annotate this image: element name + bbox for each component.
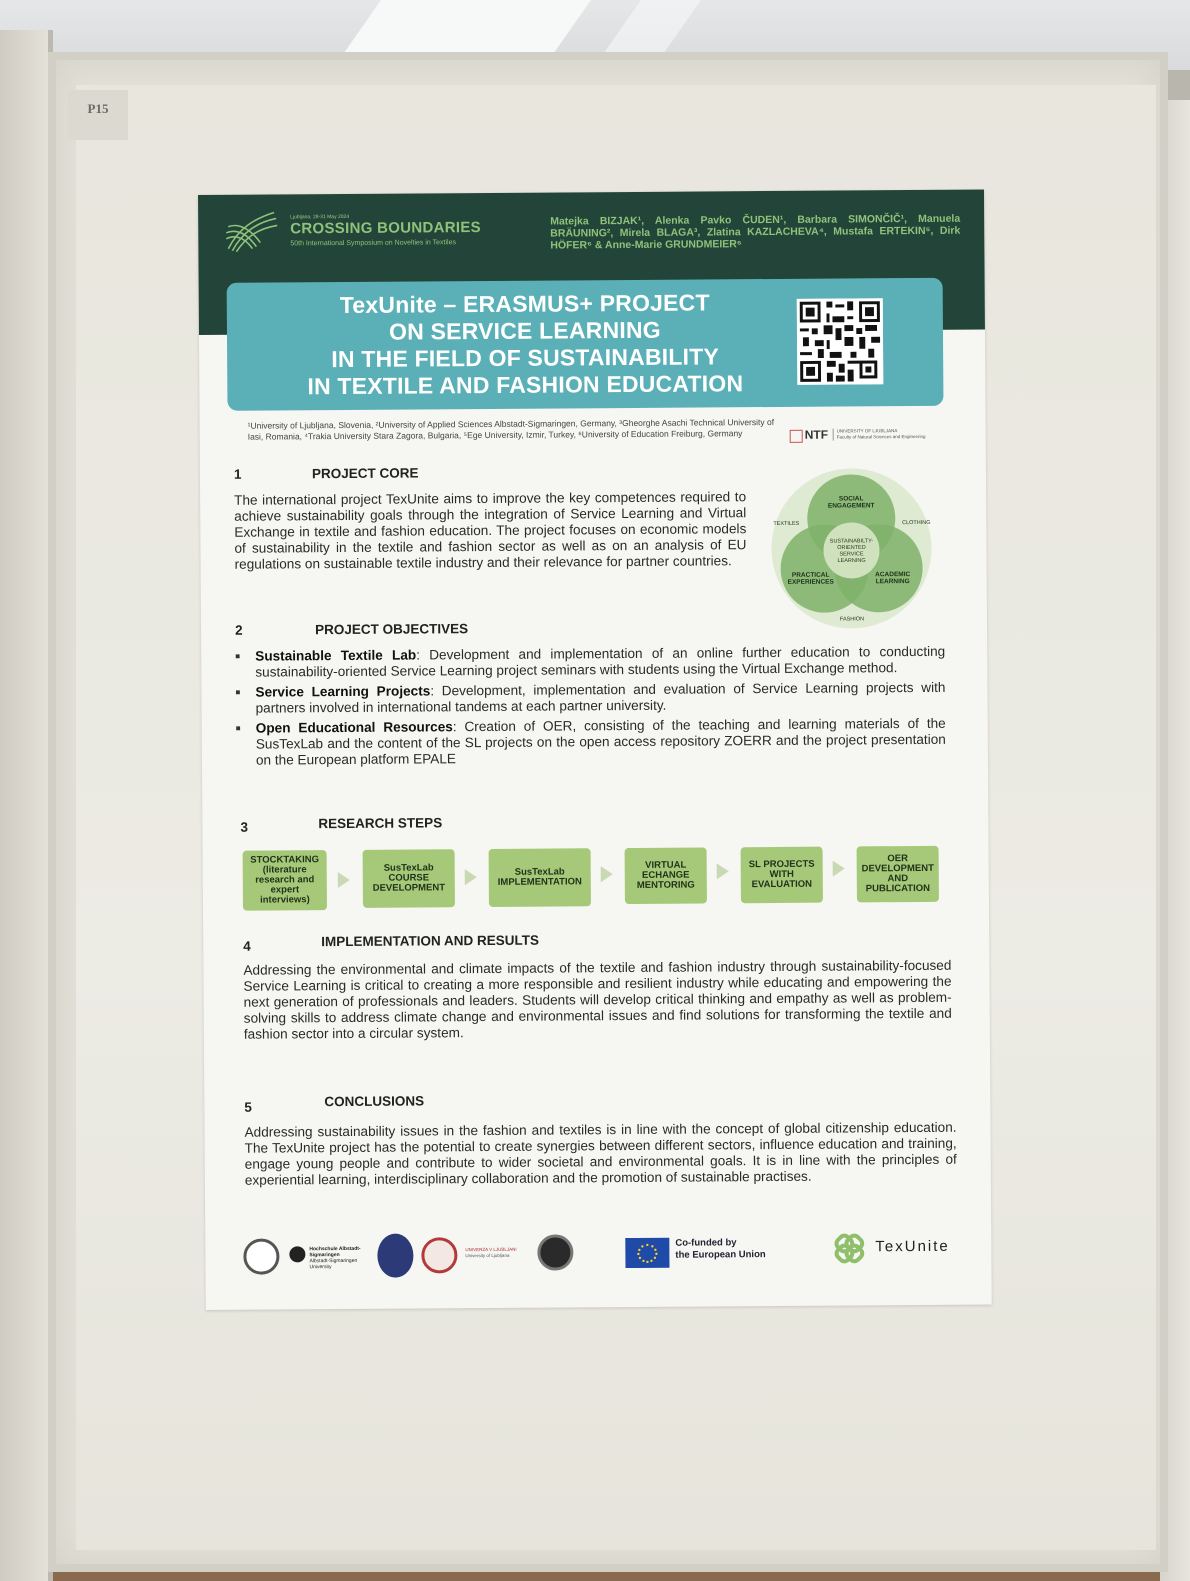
bullet-term: Open Educational Resources: [255, 719, 453, 736]
ntf-abbr: NTF: [804, 427, 829, 442]
list-item: [235, 680, 945, 717]
eu-stars-icon: [625, 1238, 669, 1268]
ntf-logo: [790, 426, 946, 445]
eu-cofunded-text: [675, 1237, 765, 1262]
research-step: SusTexLab COURSE DEVELOPMENT: [363, 849, 455, 908]
venn-center-line: SERVICE: [839, 551, 864, 558]
ntf-name: [833, 428, 926, 441]
conference-name: CROSSING BOUNDARIES: [290, 219, 482, 238]
poster: [198, 190, 992, 1310]
left-display-panel: [0, 30, 53, 1581]
bullet-text: : Development, implementation and evaluation of Service Learning projects with partners involved in international tandems at each partner university.: [255, 679, 946, 716]
bullet-text: : Creation of OER, consisting of the teaching and learning materials of the SusTexLab and the content of the SL projects on the open access repository ZOERR and the project presentation on the European platform EPALE: [255, 715, 946, 768]
step-arrow-icon: [465, 869, 477, 885]
step-arrow-icon: [833, 861, 845, 877]
venn-left-line: EXPERIENCES: [787, 578, 834, 586]
venn-outer-left: TEXTILES: [773, 520, 800, 527]
ntf-mark-icon: [790, 430, 803, 443]
partner-logos: [239, 1230, 969, 1285]
title-line: IN TEXTILE AND FASHION EDUCATION: [307, 370, 744, 400]
section-title: RESEARCH STEPS: [318, 815, 443, 832]
title-line: ON SERVICE LEARNING: [388, 316, 661, 345]
qr-code: [797, 298, 884, 385]
ul-logo-text: [465, 1247, 531, 1259]
venn-center-line: ORIENTED: [837, 544, 866, 552]
list-item: [236, 716, 946, 769]
section-title: PROJECT OBJECTIVES: [314, 621, 469, 638]
board-tag: P15: [68, 90, 128, 140]
partner-logo-icon: [377, 1234, 413, 1278]
title-line: TexUnite – ERASMUS+ PROJECT: [339, 289, 710, 319]
venn-outer-bottom: FASHION: [839, 616, 865, 623]
section-number: 3: [240, 819, 248, 835]
objectives-list: [235, 644, 946, 773]
eu-line: Co-funded by: [675, 1237, 737, 1249]
texunite-logo-icon: [831, 1230, 867, 1266]
research-step: OER DEVELOPMENT AND PUBLICATION: [857, 846, 939, 903]
section-number: 2: [234, 622, 243, 638]
section-text: Addressing sustainability issues in the fashion and textiles is in line with the concept of global citizenship education. The TexUnite project has the potential to create synergies between different sectors, influence education and training, engage young people and contribute to wider societal and environmental goals. It is in line with the principles of experiential learning, interdisciplinary collaboration and the promotion of sustainable practises.: [244, 1119, 957, 1188]
research-step: SL PROJECTS WITH EVALUATION: [741, 847, 823, 904]
conference-logo-icon: [224, 208, 278, 252]
ceiling-light: [599, 0, 701, 60]
venn-right-label: [875, 571, 910, 585]
authors: Matejka BIZJAK¹, Alenka Pavko ČUDEN¹, Barbara SIMONČIČ¹, Manuela BRÄUNING², Mirela BLAGA³, Zlatina KAZLACHEVA⁴, Mustafa ERTEKIN⁵, Dirk HÖFER⁶ & Anne-Marie GRUNDMEIER⁶: [550, 212, 961, 252]
section-title: PROJECT CORE: [311, 465, 419, 482]
ul-sub: University of Ljubljana: [465, 1252, 510, 1259]
venn-center-line: SUSTAINABILTY-: [829, 538, 874, 545]
partner-logo-icon: [421, 1237, 457, 1273]
bullet-term: Sustainable Textile Lab: [255, 647, 417, 664]
venn-right-line: LEARNING: [875, 578, 910, 586]
hs-sub: Albstadt-Sigmaringen University: [309, 1257, 358, 1271]
partner-logo-icon: [243, 1238, 279, 1274]
affiliations: ¹University of Ljubljana, Slovenia, ²University of Applied Sciences Albstadt-Sigmaringen, Germany, ³Gheorghe Asachi Technical University of Iasi, Romania, ⁴Trakia University Stara Zagora, Bulgaria, ⁵Ege University, Izmir, Turkey, ⁶University of Education Freiburg, Germany: [247, 416, 775, 442]
section-number: 4: [243, 938, 251, 954]
ceiling-light: [339, 0, 591, 60]
venn-diagram: [766, 468, 937, 629]
conference-date: Ljubljana, 28-31 May 2024: [290, 213, 350, 221]
texunite-brand: TexUnite: [875, 1237, 950, 1256]
bullet-term: Service Learning Projects: [255, 683, 431, 700]
venn-right-line: ACADEMIC: [875, 571, 911, 579]
list-item: [235, 644, 945, 681]
venn-center-line: LEARNING: [837, 557, 866, 565]
ntf-university: UNIVERSITY OF LJUBLJANA: [836, 428, 898, 434]
venn-left-label: [788, 572, 835, 586]
research-step: STOCKTAKING (literature research and expert interviews): [243, 850, 327, 911]
hs-logo-text: [309, 1246, 373, 1270]
step-arrow-icon: [717, 863, 729, 879]
venn-outer-right: CLOTHING: [902, 519, 931, 527]
header-band: [198, 190, 985, 400]
research-steps: [243, 846, 943, 915]
venn-left-line: PRACTICAL: [791, 571, 830, 579]
section-number: 5: [244, 1099, 252, 1115]
bullet-text: : Development and implementation of an online further education to conducting sustainability-oriented Service Learning project seminars with students using the Virtual Exchange method.: [255, 643, 946, 680]
section-title: CONCLUSIONS: [324, 1093, 425, 1110]
step-arrow-icon: [338, 872, 350, 888]
section-text: Addressing the environmental and climate impacts of the textile and fashion industry through sustainability-focused Service Learning is critical to creating a more responsible and resilient industry while educating and empowering the next generation of professionals and leaders. Students will develop critical thinking and empathy as well as problem-solving skills to address climate change and environmental issues and find solutions for transforming the textile and fashion sector into a circular system.: [243, 957, 952, 1042]
partner-logo-icon: [289, 1246, 305, 1262]
section-title: IMPLEMENTATION AND RESULTS: [321, 932, 540, 950]
ul-name: UNIVERZA V LJUBLJANI: [465, 1246, 517, 1253]
section-text: The international project TexUnite aims to improve the key competences required to achieve sustainability goals through the integration of Service Learning and Virtual Exchange in textile and fashion education. The project focuses on economic models of sustainability in the textile and fashion sector as well as on an analysis of EU regulations on sustainable textile industry and their relevance for partner countries.: [234, 489, 747, 572]
research-step: VIRTUAL ECHANGE MENTORING: [625, 847, 707, 904]
title-box: [227, 278, 944, 411]
eu-flag-icon: [625, 1238, 669, 1268]
step-arrow-icon: [601, 866, 613, 882]
venn-top-line: SOCIAL: [838, 495, 864, 503]
title-line: IN THE FIELD OF SUSTAINABILITY: [331, 343, 720, 373]
ntf-faculty: Faculty of Natural Sciences and Engineering: [836, 433, 926, 440]
hs-name: Hochschule Albstadt-Sigmaringen: [309, 1245, 361, 1259]
partner-logo-icon: [537, 1234, 573, 1270]
venn-top-line: ENGAGEMENT: [827, 502, 875, 510]
conference-subtitle: 50th International Symposium on Novelties in Textiles: [290, 239, 456, 248]
eu-line: the European Union: [675, 1249, 766, 1261]
research-step: SusTexLab IMPLEMENTATION: [489, 848, 591, 907]
section-number: 1: [233, 466, 242, 482]
